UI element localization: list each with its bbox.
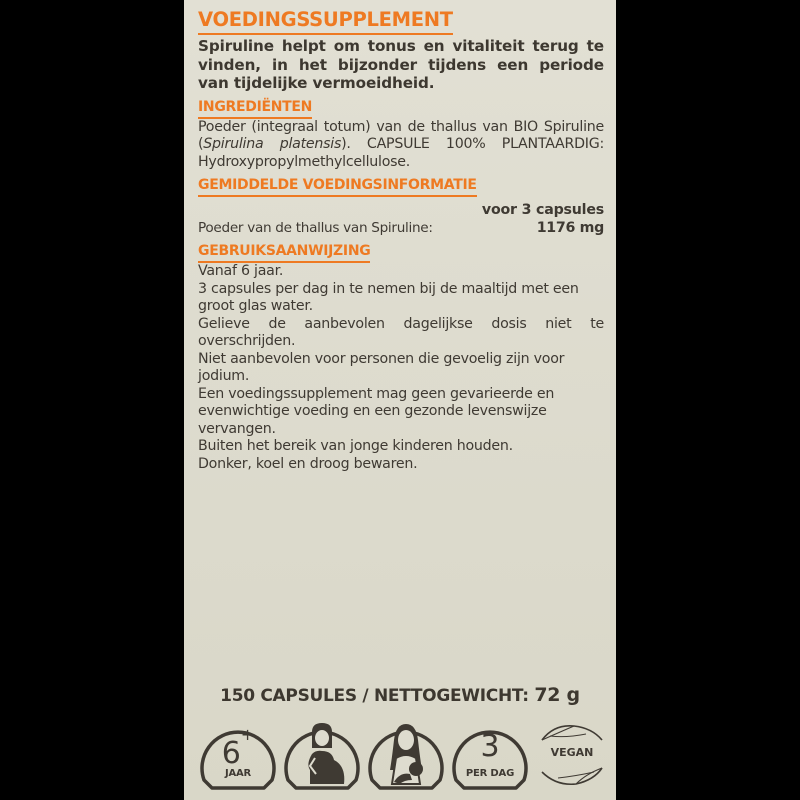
- pregnant-woman-icon: [282, 718, 362, 794]
- heading-nutrition: GEMIDDELDE VOEDINGSINFORMATIE: [198, 177, 477, 197]
- dose-unit-label: PER DAG: [465, 768, 515, 779]
- section-usage: [198, 237, 604, 473]
- section-supplement: [198, 0, 604, 93]
- net-content: [184, 684, 616, 706]
- ingredients-text-part2: ). CAPSULE 100% PLANTAARDIG: Hydroxypropylmethylcellulose.: [198, 136, 604, 170]
- age-unit-label: JAAR: [224, 768, 252, 779]
- nutrition-row-name: Poeder van de thallus van Spiruline:: [198, 220, 433, 236]
- supplement-description: Spiruline helpt om tonus en vitaliteit terug te vinden, in het bijzonder tijdens een periode van tijdelijke vermoeidheid.: [198, 37, 604, 92]
- usage-line: 3 capsules per dag in te nemen bij de maaltijd met een groot glas water.: [198, 280, 579, 314]
- ingredients-text-part1: Poeder (integraal totum) van de thallus van BIO Spiruline (: [198, 118, 604, 152]
- usage-line: Een voedingssupplement mag geen gevarieerde en evenwichtige voeding en een gezonde levenswijze vervangen.: [198, 385, 555, 437]
- age-number: 6+: [221, 725, 255, 771]
- dose-number: 3: [480, 729, 500, 764]
- pictogram-row: [198, 718, 608, 794]
- label-content: [198, 0, 604, 473]
- nutrition-per-label: voor 3 capsules: [481, 202, 604, 218]
- nutrition-row-value: 1176 mg: [536, 220, 604, 236]
- ingredients-latin-name: Spirulina platensis: [203, 136, 342, 152]
- usage-line: Niet aanbevolen voor personen die gevoelig zijn voor jodium.: [198, 350, 565, 384]
- usage-line: Vanaf 6 jaar.: [198, 263, 284, 279]
- vegan-label: VEGAN: [550, 746, 594, 759]
- vegan-icon: [536, 718, 608, 794]
- ingredients-text: [198, 119, 604, 172]
- breastfeeding-woman-icon: [366, 718, 446, 794]
- heading-supplement: VOEDINGSSUPPLEMENT: [198, 8, 453, 35]
- usage-line: Buiten het bereik van jonge kinderen houden.: [198, 438, 513, 454]
- nutrition-row: [198, 219, 604, 237]
- usage-line: Donker, koel en droog bewaren.: [198, 455, 418, 472]
- age-6-plus-icon: [198, 718, 278, 794]
- product-label-panel: [184, 0, 616, 800]
- heading-ingredients: INGREDIËNTEN: [198, 99, 312, 119]
- section-nutrition: [198, 171, 604, 237]
- usage-text: [198, 263, 604, 473]
- usage-line: Gelieve de aanbevolen dagelijkse dosis niet te overschrijden.: [198, 315, 604, 349]
- three-per-day-icon: [450, 718, 530, 794]
- heading-usage: GEBRUIKSAANWIJZING: [198, 243, 370, 263]
- net-content-prefix: 150 CAPSULES / NETTOGEWICHT:: [220, 686, 535, 706]
- net-content-amount: 72 g: [534, 684, 580, 706]
- section-ingredients: [198, 93, 604, 172]
